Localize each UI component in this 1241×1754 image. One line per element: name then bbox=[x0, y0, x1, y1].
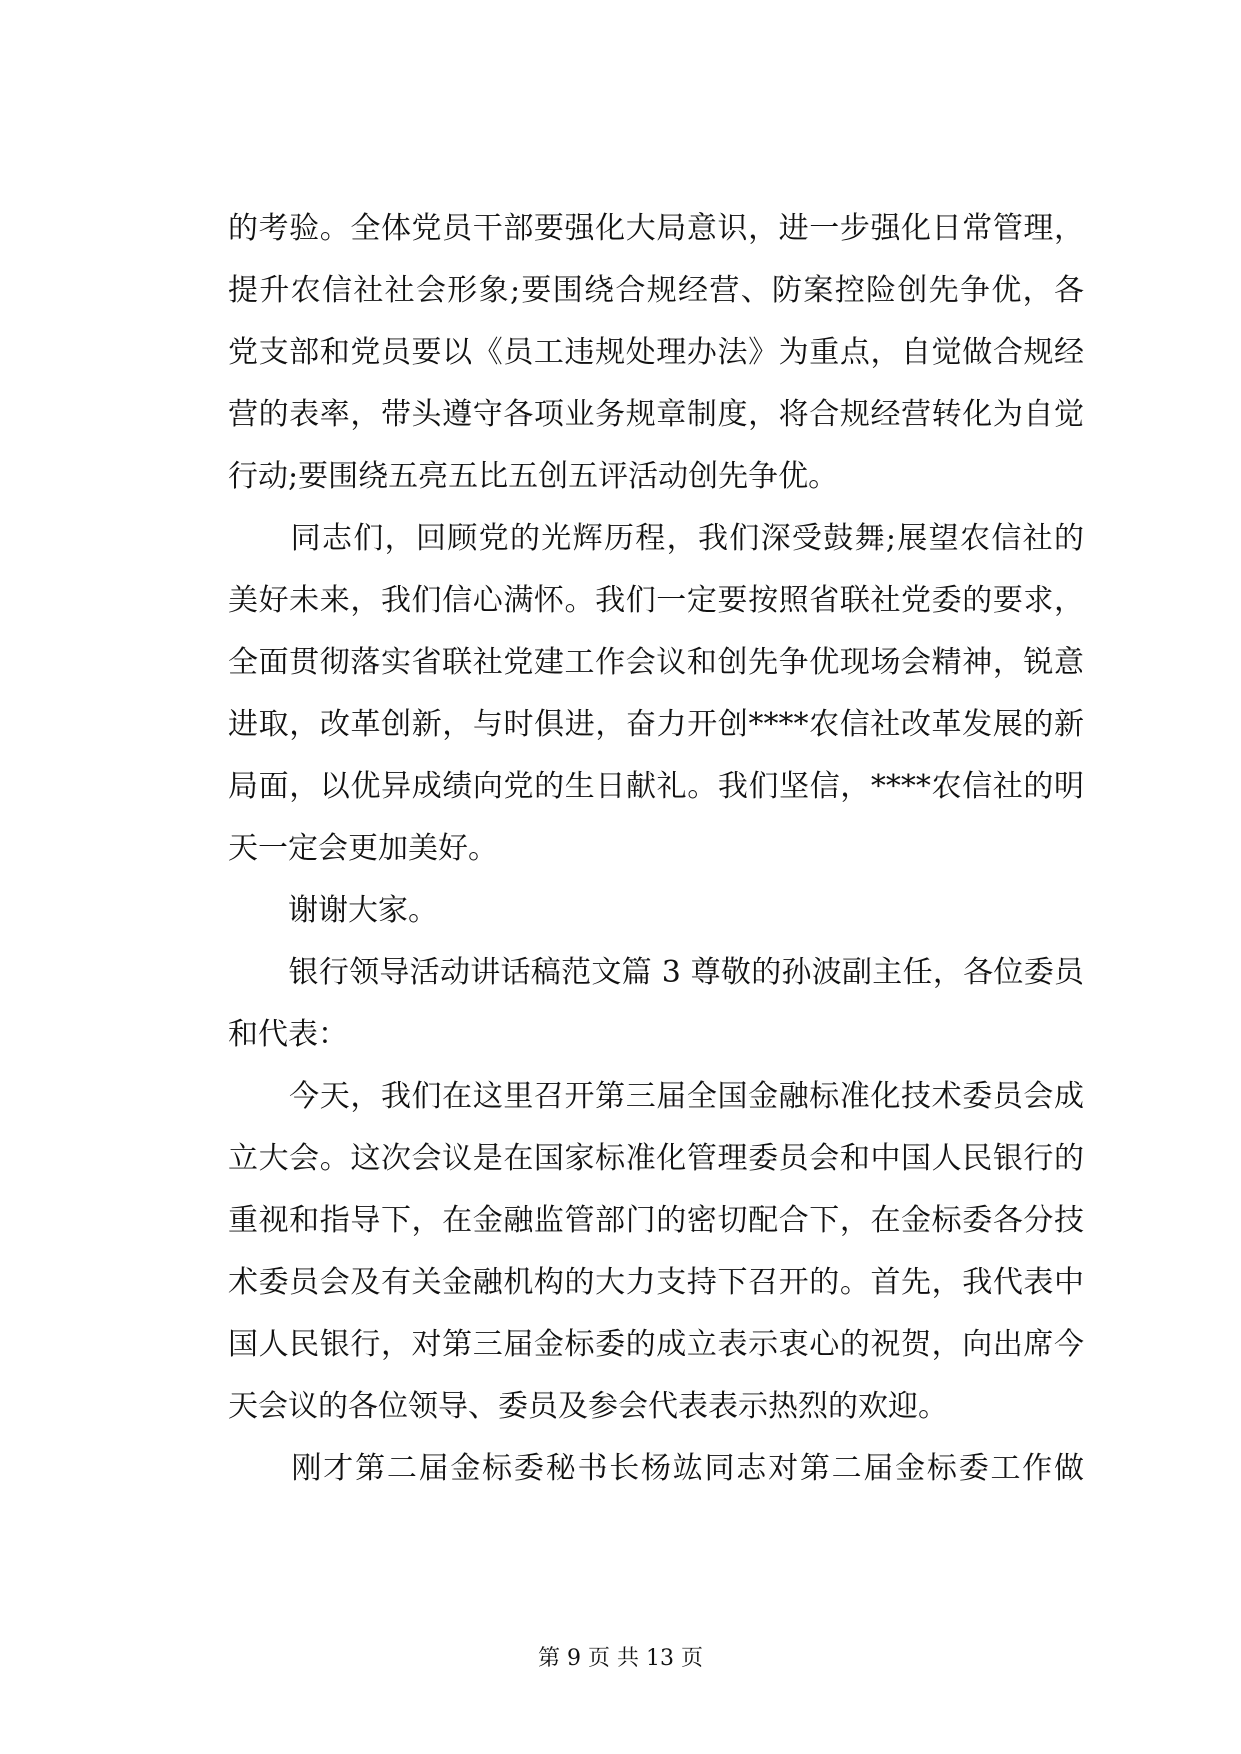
text-line: 天会议的各位领导、委员及参会代表表示热烈的欢迎。 bbox=[228, 1389, 948, 1424]
text-line: 刚才第二届金标委秘书长杨竑同志对第二届金标委工作做 bbox=[228, 1451, 1084, 1486]
text-line: 同志们，回顾党的光辉历程，我们深受鼓舞;展望农信社的 bbox=[228, 521, 1084, 556]
text-line: 谢谢大家。 bbox=[228, 893, 438, 928]
text-line: 进取，改革创新，与时俱进，奋力开创****农信社改革发展的新 bbox=[228, 707, 1084, 742]
text-line: 和代表： bbox=[228, 1017, 348, 1052]
text-line: 今天，我们在这里召开第三届全国金融标准化技术委员会成 bbox=[228, 1079, 1084, 1114]
text-line: 天一定会更加美好。 bbox=[228, 831, 498, 866]
text-line: 党支部和党员要以《员工违规处理办法》为重点，自觉做合规经 bbox=[228, 335, 1084, 370]
text-line: 银行领导活动讲话稿范文篇 3 尊敬的孙波副主任，各位委员 bbox=[228, 955, 1084, 990]
text-line: 行动;要围绕五亮五比五创五评活动创先争优。 bbox=[228, 459, 839, 494]
text-line: 国人民银行，对第三届金标委的成立表示衷心的祝贺，向出席今 bbox=[228, 1327, 1084, 1362]
text-line: 营的表率，带头遵守各项业务规章制度，将合规经营转化为自觉 bbox=[228, 397, 1084, 432]
text-line: 术委员会及有关金融机构的大力支持下召开的。首先，我代表中 bbox=[228, 1265, 1084, 1300]
text-line: 重视和指导下，在金融监管部门的密切配合下，在金标委各分技 bbox=[228, 1203, 1084, 1238]
text-line: 美好未来，我们信心满怀。我们一定要按照省联社党委的要求， bbox=[228, 583, 1084, 618]
document-body bbox=[228, 198, 1084, 1500]
text-line: 的考验。全体党员干部要强化大局意识，进一步强化日常管理， bbox=[228, 211, 1084, 246]
text-line: 局面，以优异成绩向党的生日献礼。我们坚信，****农信社的明 bbox=[228, 769, 1084, 804]
page-number-footer: 第 9 页 共 13 页 bbox=[538, 1646, 703, 1671]
text-line: 全面贯彻落实省联社党建工作会议和创先争优现场会精神，锐意 bbox=[228, 645, 1084, 680]
text-line: 立大会。这次会议是在国家标准化管理委员会和中国人民银行的 bbox=[228, 1141, 1084, 1176]
text-line: 提升农信社社会形象;要围绕合规经营、防案控险创先争优，各 bbox=[228, 273, 1084, 308]
